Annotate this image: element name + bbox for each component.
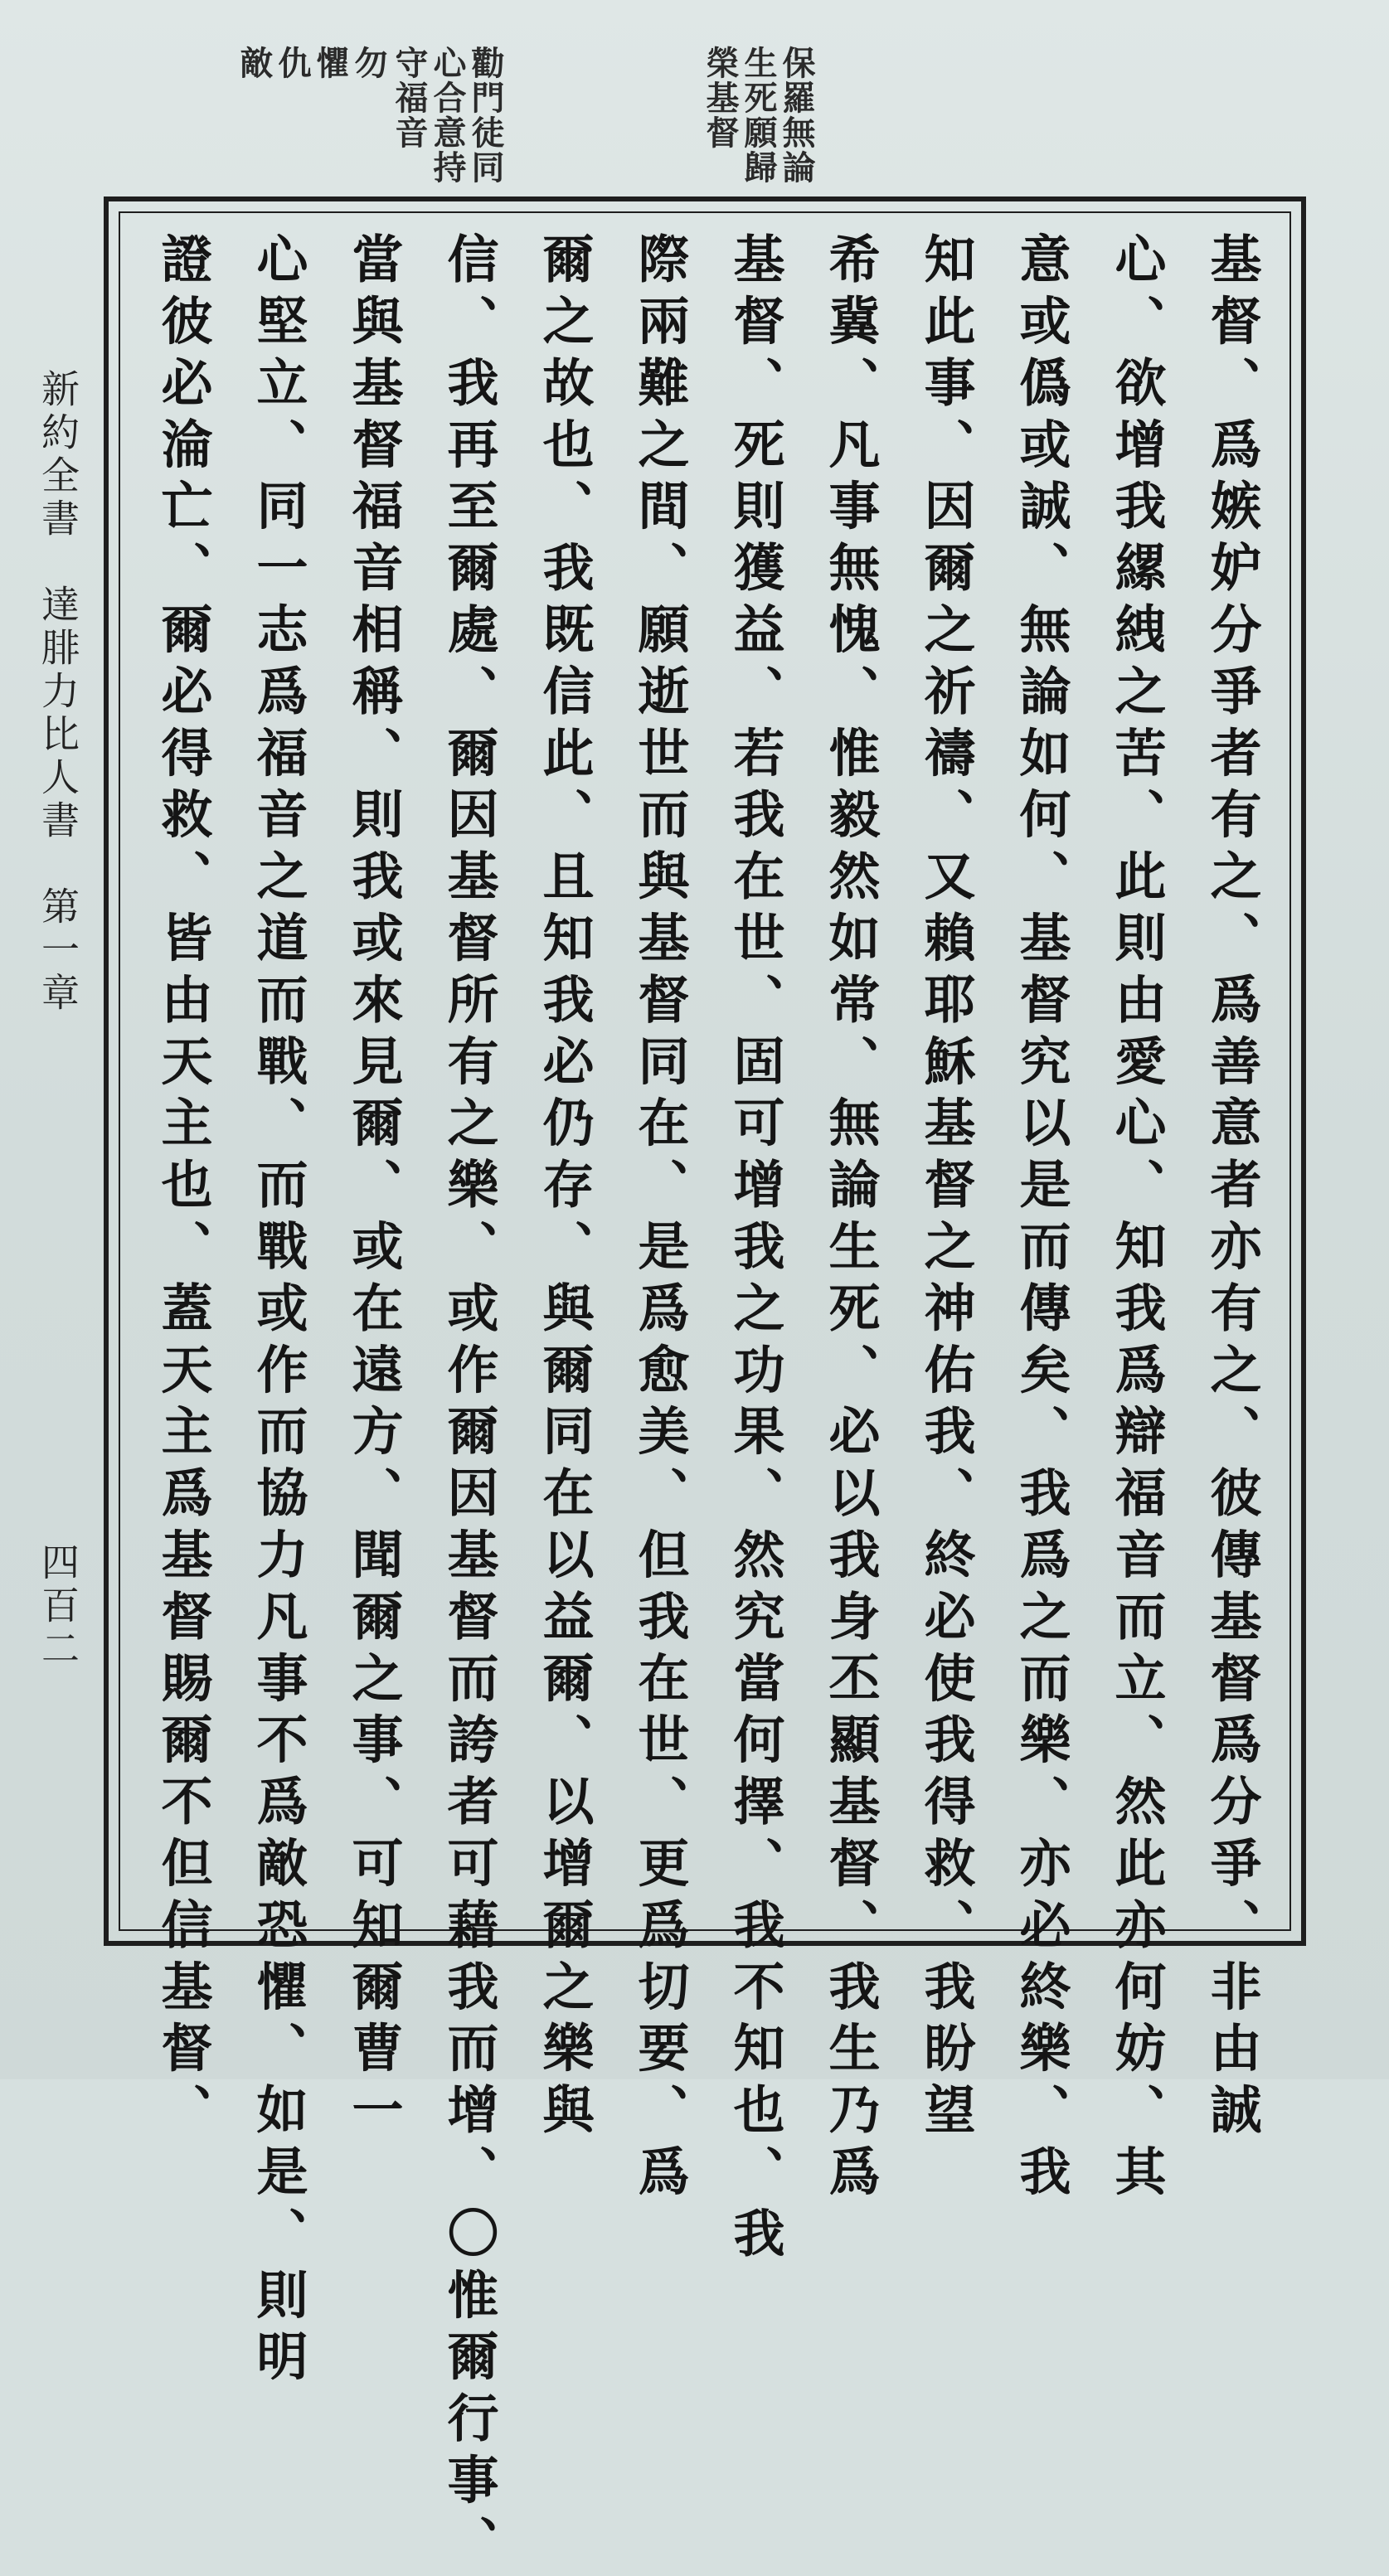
headnote-fear-not-enemies: 勿 懼 仇 敵: [235, 46, 387, 80]
text-column-7: 際兩難之間、願逝世而與基督同在、是爲愈美、但我在世、更爲切要、爲: [629, 232, 690, 2206]
text-column-2: 心、欲增我縲絏之苦、此則由愛心、知我爲辯福音而立、然此亦何妨、其: [1106, 232, 1167, 2206]
text-column-9: 信、我再至爾處、爾因基督所有之樂、或作爾因基督而誇者可藉我而增、〇惟爾行事、: [439, 232, 499, 2576]
text-column-11: 心堅立、同一志爲福音之道而戰、而戰或作而協力凡事不爲敵恐懼、如是、則明: [248, 232, 308, 2391]
headnote-paul-life-death: 保羅無論 生死願歸 榮基督: [701, 46, 815, 185]
text-column-8: 爾之故也、我既信此、且知我必仍存、與爾同在以益爾、以增爾之樂與: [534, 232, 595, 2145]
page-number: 四百二: [36, 1542, 80, 1671]
text-column-4: 知此事、因爾之祈禱、又賴耶穌基督之神佑我、終必使我得救、我盼望: [915, 232, 976, 2145]
text-column-10: 當與基督福音相稱、則我或來見爾、或在遠方、聞爾之事、可知爾曹一: [343, 232, 404, 2145]
text-column-6: 基督、死則獲益、若我在世、固可增我之功果、然究當何擇、我不知也、我: [725, 232, 785, 2268]
running-header: 新約全書 達腓力比人書 第一章: [36, 369, 80, 1016]
body-text: [137, 232, 1289, 2576]
text-column-5: 希冀、凡事無愧、惟毅然如常、無論生死、必以我身丕顯基督、我生乃爲: [820, 232, 881, 2206]
text-column-3: 意或僞或誠、無論如何、基督究以是而傳矣、我爲之而樂、亦必終樂、我: [1011, 232, 1071, 2206]
headnote-disciples-unity: 勸門徒同 心合意持 守福音: [390, 46, 504, 185]
text-column-1: 基督、爲嫉妒分爭者有之、爲善意者亦有之、彼傳基督爲分爭、非由誠: [1202, 232, 1262, 2145]
text-column-12: 證彼必淪亡、爾必得救、皆由天主也、蓋天主爲基督賜爾不但信基督、: [153, 232, 213, 2145]
